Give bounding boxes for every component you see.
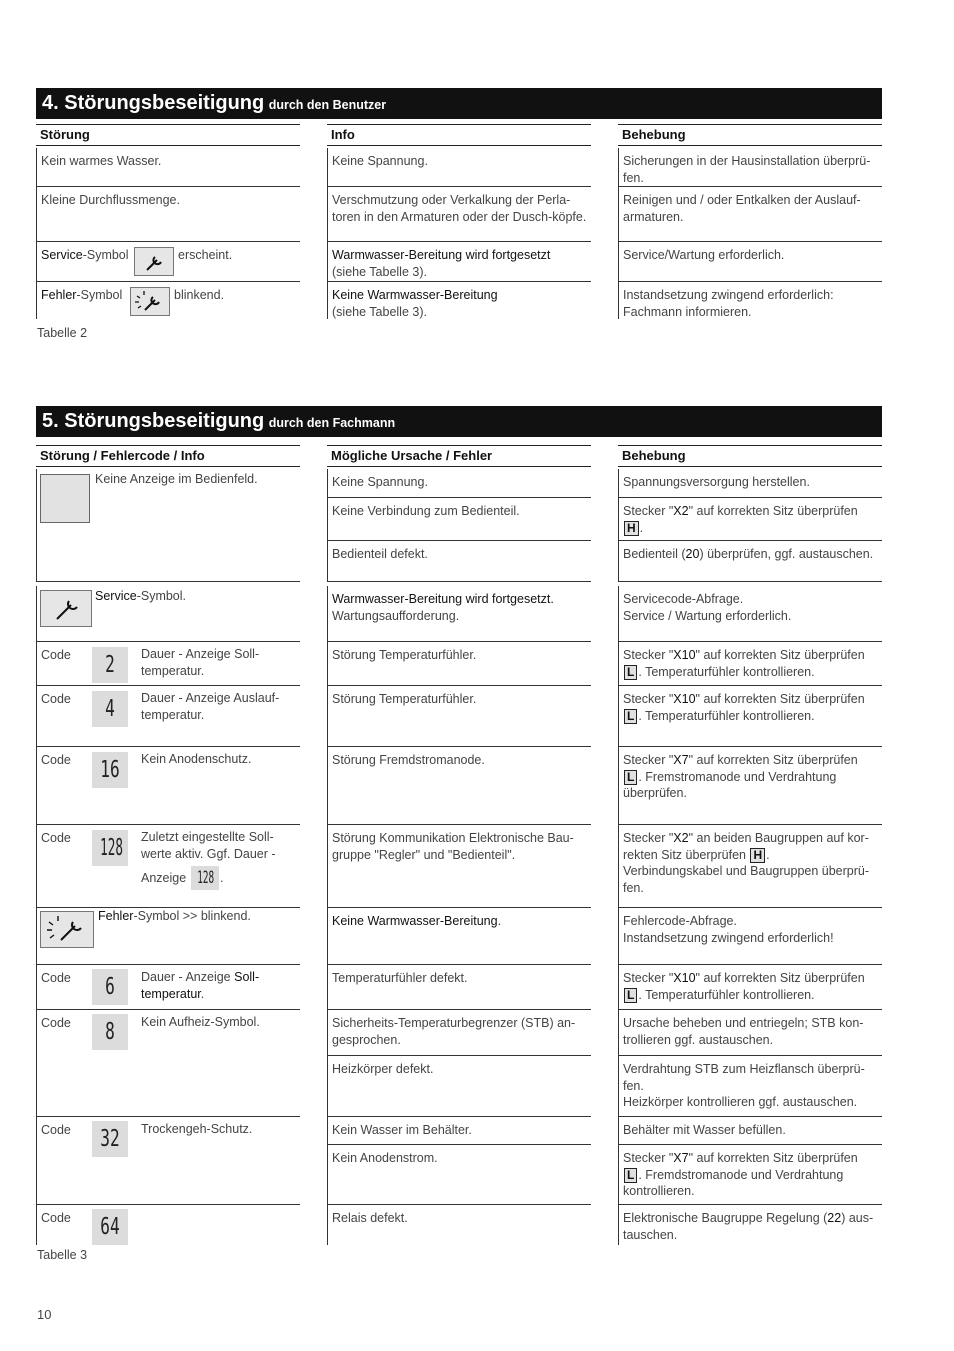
table2-row1-stoerung: Kein warmes Wasser.: [36, 148, 300, 187]
table2-row2-behebung: Reinigen und / oder Entkalken der Auslauf-armaturen.: [618, 187, 882, 242]
code-4-value: 4: [105, 696, 115, 722]
code-4-display-icon: [92, 691, 128, 727]
code-64-value: 64: [100, 1214, 120, 1240]
code-8-desc: Kein Aufheiz-Symbol.: [141, 1015, 260, 1029]
c6-desc-c: .: [200, 986, 205, 1001]
key-h-icon: H: [624, 521, 639, 536]
table3-a1-r1: Spannungsversorgung herstellen.: [618, 469, 882, 498]
fehler-blinking-wrench-icon-2: [40, 911, 94, 948]
table3-code2-r: [618, 642, 882, 686]
table3-a1-r2: [618, 498, 882, 541]
a1-r2-text-c: " auf korrekten Sitz überprüfen: [688, 504, 858, 518]
table3-header-behebung: Behebung: [618, 445, 882, 467]
section-4-title: 4. Störungsbeseitigung: [42, 92, 265, 114]
code-8-value: 8: [105, 1019, 115, 1045]
code-128-value: 128: [100, 835, 123, 861]
code-128-small-value: 128: [197, 868, 215, 888]
table3-header-stoerung: Störung / Fehlercode / Info: [36, 445, 300, 467]
c128-rc: " an beiden Baugruppen auf kor-rekten Sitz überprüfen: [623, 831, 869, 862]
c32-rb: X7: [673, 1151, 689, 1165]
service-label-rest: -Symbol: [82, 248, 129, 262]
c2-rd: . Temperaturfühler kontrollieren.: [638, 664, 815, 679]
no-display-text: Keine Anzeige im Bedienfeld.: [95, 472, 258, 486]
c16-rb: X7: [673, 753, 689, 767]
code-16-value: 16: [100, 757, 120, 783]
table2-row4-behebung: Instandsetzung zwingend erforderlich: Fachmann informieren.: [618, 282, 882, 319]
service-r1: Servicecode-Abfrage.: [623, 592, 744, 606]
table3-a1-r3: [618, 541, 882, 582]
blank-display-icon: [40, 474, 90, 523]
a1-r2-text-d: .: [639, 520, 644, 535]
c64-rb: 22: [827, 1211, 842, 1225]
table3-code32-r2: [618, 1145, 882, 1205]
section-4-subtitle: durch den Benutzer: [268, 98, 387, 112]
fehler-m-bold: Keine Warmwasser-Bereitung: [332, 914, 498, 928]
c2-rc: " auf korrekten Sitz überprüfen: [695, 648, 865, 662]
table3-code128-r: [618, 825, 882, 908]
table3-code8-r1: Ursache beheben und entriegeln; STB kon-trollieren ggf. austauschen.: [618, 1010, 882, 1056]
table3-code16-m: Störung Fremdstromanode.: [327, 747, 591, 825]
code-8-display-icon: [92, 1014, 128, 1050]
service-label-bold: Service: [41, 248, 83, 262]
code-label: Code: [41, 692, 71, 706]
c8-r2b: Heizkörper kontrollieren ggf. austauschen.: [623, 1095, 858, 1109]
key-l-icon: L: [624, 709, 637, 724]
code-label: Code: [41, 753, 71, 767]
code-128-desc2: Anzeige: [141, 871, 187, 885]
c16-ra: Stecker ": [623, 753, 674, 767]
fehler-r2: Instandsetzung zwingend erforderlich!: [623, 930, 834, 945]
a1-r2-plug: X2: [673, 504, 689, 518]
code-6-value: 6: [105, 974, 115, 1000]
code-128-desc3: .: [220, 871, 224, 885]
code-32-value: 32: [100, 1126, 120, 1152]
section-4-title-bar: [36, 88, 882, 119]
table3-code64-r: [618, 1205, 882, 1245]
table3-service-m: [327, 586, 591, 642]
code-128-small-display-icon: [191, 866, 219, 890]
table2-row3-info-rest: (siehe Tabelle 3).: [332, 264, 427, 279]
fehler-m-rest: .: [497, 914, 502, 928]
table2-row3-behebung: Service/Wartung erforderlich.: [618, 242, 882, 282]
c16-rc: " auf korrekten Sitz überprüfen: [688, 753, 858, 767]
table2-row4-info-rest: (siehe Tabelle 3).: [332, 304, 427, 319]
c6-desc-a: Dauer - Anzeige: [141, 970, 235, 984]
table2-row1-info: Keine Spannung.: [327, 148, 591, 187]
table2-row3-info-bold: Warmwasser-Bereitung wird fortgesetzt: [332, 248, 551, 262]
service-m-rest: Wartungsaufforderung.: [332, 608, 460, 623]
table3-caption: Tabelle 3: [37, 1248, 88, 1262]
c64-rc: ) aus-tauschen.: [623, 1211, 874, 1242]
table2-header-behebung: Behebung: [618, 124, 882, 146]
table3-code64-m: Relais defekt.: [327, 1205, 591, 1245]
c6-desc-b: Soll-temperatur: [141, 970, 260, 1001]
table3-code32-r1: Behälter mit Wasser befüllen.: [618, 1117, 882, 1145]
service-r2: Service / Wartung erforderlich.: [623, 608, 792, 623]
c8-r2a: Verdrahtung STB zum Heizflansch überprü-fen.: [623, 1062, 865, 1093]
table3-a1-m2: Keine Verbindung zum Bedienteil.: [327, 498, 591, 541]
table2-caption: Tabelle 2: [37, 326, 88, 340]
table3-code128-m: Störung Kommunikation Elektronische Bau-gruppe "Regler" und "Bedienteil".: [327, 825, 591, 908]
table2-row2-info: Verschmutzung oder Verkalkung der Perla-toren in den Armaturen oder der Dusch-köpfe.: [327, 187, 591, 242]
c2-ra: Stecker ": [623, 648, 674, 662]
fehler-blinking-text: blinkend.: [174, 288, 225, 302]
c128-ra: Stecker ": [623, 831, 674, 845]
code-32-desc: Trockengeh-Schutz.: [141, 1122, 253, 1136]
code-2-desc: Dauer - Anzeige Soll-temperatur.: [141, 647, 260, 678]
code-6-display-icon: [92, 969, 128, 1005]
fehler-label-rest: -Symbol: [76, 288, 123, 302]
table2-header-info: Info: [327, 124, 591, 146]
a1-r3-num: 20: [685, 547, 700, 561]
table3-fehler-m: [327, 908, 591, 965]
service-symbol-rest: -Symbol.: [136, 589, 187, 603]
table2-row4-info: [327, 282, 591, 319]
code-4-desc: Dauer - Anzeige Auslauf-temperatur.: [141, 691, 280, 722]
table3-code6-r: [618, 965, 882, 1010]
code-2-display-icon: [92, 647, 128, 683]
c4-rb: X10: [673, 692, 696, 706]
c4-rc: " auf korrekten Sitz überprüfen: [695, 692, 865, 706]
code-16-display-icon: [92, 752, 128, 788]
table3-code6-m: Temperaturfühler defekt.: [327, 965, 591, 1010]
table2-header-stoerung: Störung: [36, 124, 300, 146]
code-16-desc: Kein Anodenschutz.: [141, 752, 252, 766]
c32-rd: . Fremdstromanode und Verdrahtung kontrollieren.: [623, 1167, 844, 1198]
table3-code8-m1: Sicherheits-Temperaturbegrenzer (STB) an-gesprochen.: [327, 1010, 591, 1056]
fehler-symbol-rest: -Symbol >> blinkend.: [133, 909, 251, 923]
c32-rc: " auf korrekten Sitz überprüfen: [688, 1151, 858, 1165]
key-l-icon: L: [624, 1168, 637, 1183]
table2-row3-info: [327, 242, 591, 282]
code-label: Code: [41, 1211, 71, 1225]
key-l-icon: L: [624, 665, 637, 680]
c6-rd: . Temperaturfühler kontrollieren.: [638, 987, 815, 1002]
table3-code32-m2: Kein Anodenstrom.: [327, 1145, 591, 1205]
c16-rd: . Fremstromanode und Verdrahtung überprüfen.: [623, 769, 837, 800]
key-l-icon: L: [624, 988, 637, 1003]
table3-code64-cell: [36, 1205, 300, 1245]
a1-r3-text-c: ) überprüfen, ggf. austauschen.: [699, 547, 874, 561]
section-5-title: 5. Störungsbeseitigung: [42, 410, 265, 432]
c64-ra: Elektronische Baugruppe Regelung (: [623, 1211, 828, 1225]
c6-ra: Stecker ": [623, 971, 674, 985]
code-32-display-icon: [92, 1121, 128, 1157]
code-label: Code: [41, 1016, 71, 1030]
table3-code32-m1: Kein Wasser im Behälter.: [327, 1117, 591, 1145]
service-wrench-icon-2: [40, 590, 92, 627]
fehler-symbol-text: [98, 908, 251, 925]
page-number: 10: [37, 1307, 52, 1322]
service-symbol-bold: Service: [95, 589, 137, 603]
table3-a1-m1: Keine Spannung.: [327, 469, 591, 498]
table3-code4-r: [618, 686, 882, 747]
table2-row2-stoerung: Kleine Durchflussmenge.: [36, 187, 300, 242]
table3-code2-m: Störung Temperaturfühler.: [327, 642, 591, 686]
table3-header-ursache: Mögliche Ursache / Fehler: [327, 445, 591, 467]
code-2-value: 2: [105, 652, 115, 678]
code-label: Code: [41, 971, 71, 985]
table2-row4-info-bold: Keine Warmwasser-Bereitung: [332, 288, 498, 302]
table3-service-r: [618, 586, 882, 642]
service-appears-text: erscheint.: [178, 248, 233, 262]
code-label: Code: [41, 831, 71, 845]
code-64-display-icon: [92, 1209, 128, 1245]
c4-ra: Stecker ": [623, 692, 674, 706]
c4-rd: . Temperaturfühler kontrollieren.: [638, 708, 815, 723]
section-5-subtitle: durch den Fachmann: [268, 416, 396, 430]
service-m-bold: Warmwasser-Bereitung wird fortgesetzt.: [332, 592, 554, 606]
section-5-title-bar: [36, 406, 882, 437]
table2-row1-behebung: Sicherungen in der Hausinstallation überprü-fen.: [618, 148, 882, 187]
fehler-symbol-bold: Fehler: [98, 909, 134, 923]
c6-rb: X10: [673, 971, 696, 985]
table3-code8-m2: Heizkörper defekt.: [327, 1056, 591, 1117]
c6-rc: " auf korrekten Sitz überprüfen: [695, 971, 865, 985]
key-l-icon: L: [624, 770, 637, 785]
table3-a1-m3: Bedienteil defekt.: [327, 541, 591, 582]
table3-code16-r: [618, 747, 882, 825]
code-128-display-icon: [92, 830, 128, 866]
fehler-r1: Fehlercode-Abfrage.: [623, 914, 737, 928]
a1-r3-text-a: Bedienteil (: [623, 547, 686, 561]
code-label: Code: [41, 648, 71, 662]
c128-rb: X2: [673, 831, 689, 845]
table3-code8-r2: [618, 1056, 882, 1117]
table3-code4-m: Störung Temperaturfühler.: [327, 686, 591, 747]
code-128-desc: Zuletzt eingestellte Soll-werte aktiv. Ggf. Dauer -: [141, 830, 276, 861]
c2-rb: X10: [673, 648, 696, 662]
c128-re: Verbindungskabel und Baugruppen überprü-fen.: [623, 864, 870, 895]
fehler-label-bold: Fehler: [41, 288, 77, 302]
service-wrench-icon: [134, 247, 174, 276]
code-label: Code: [41, 1123, 71, 1137]
code-6-desc: [141, 969, 291, 1002]
fehler-blinking-wrench-icon: [130, 287, 170, 316]
key-h-icon: H: [750, 848, 765, 863]
a1-r2-text-a: Stecker ": [623, 504, 674, 518]
service-symbol-text: [95, 588, 186, 605]
table3-fehler-r: [618, 908, 882, 965]
c128-rd: .: [766, 847, 770, 862]
c32-ra: Stecker ": [623, 1151, 674, 1165]
